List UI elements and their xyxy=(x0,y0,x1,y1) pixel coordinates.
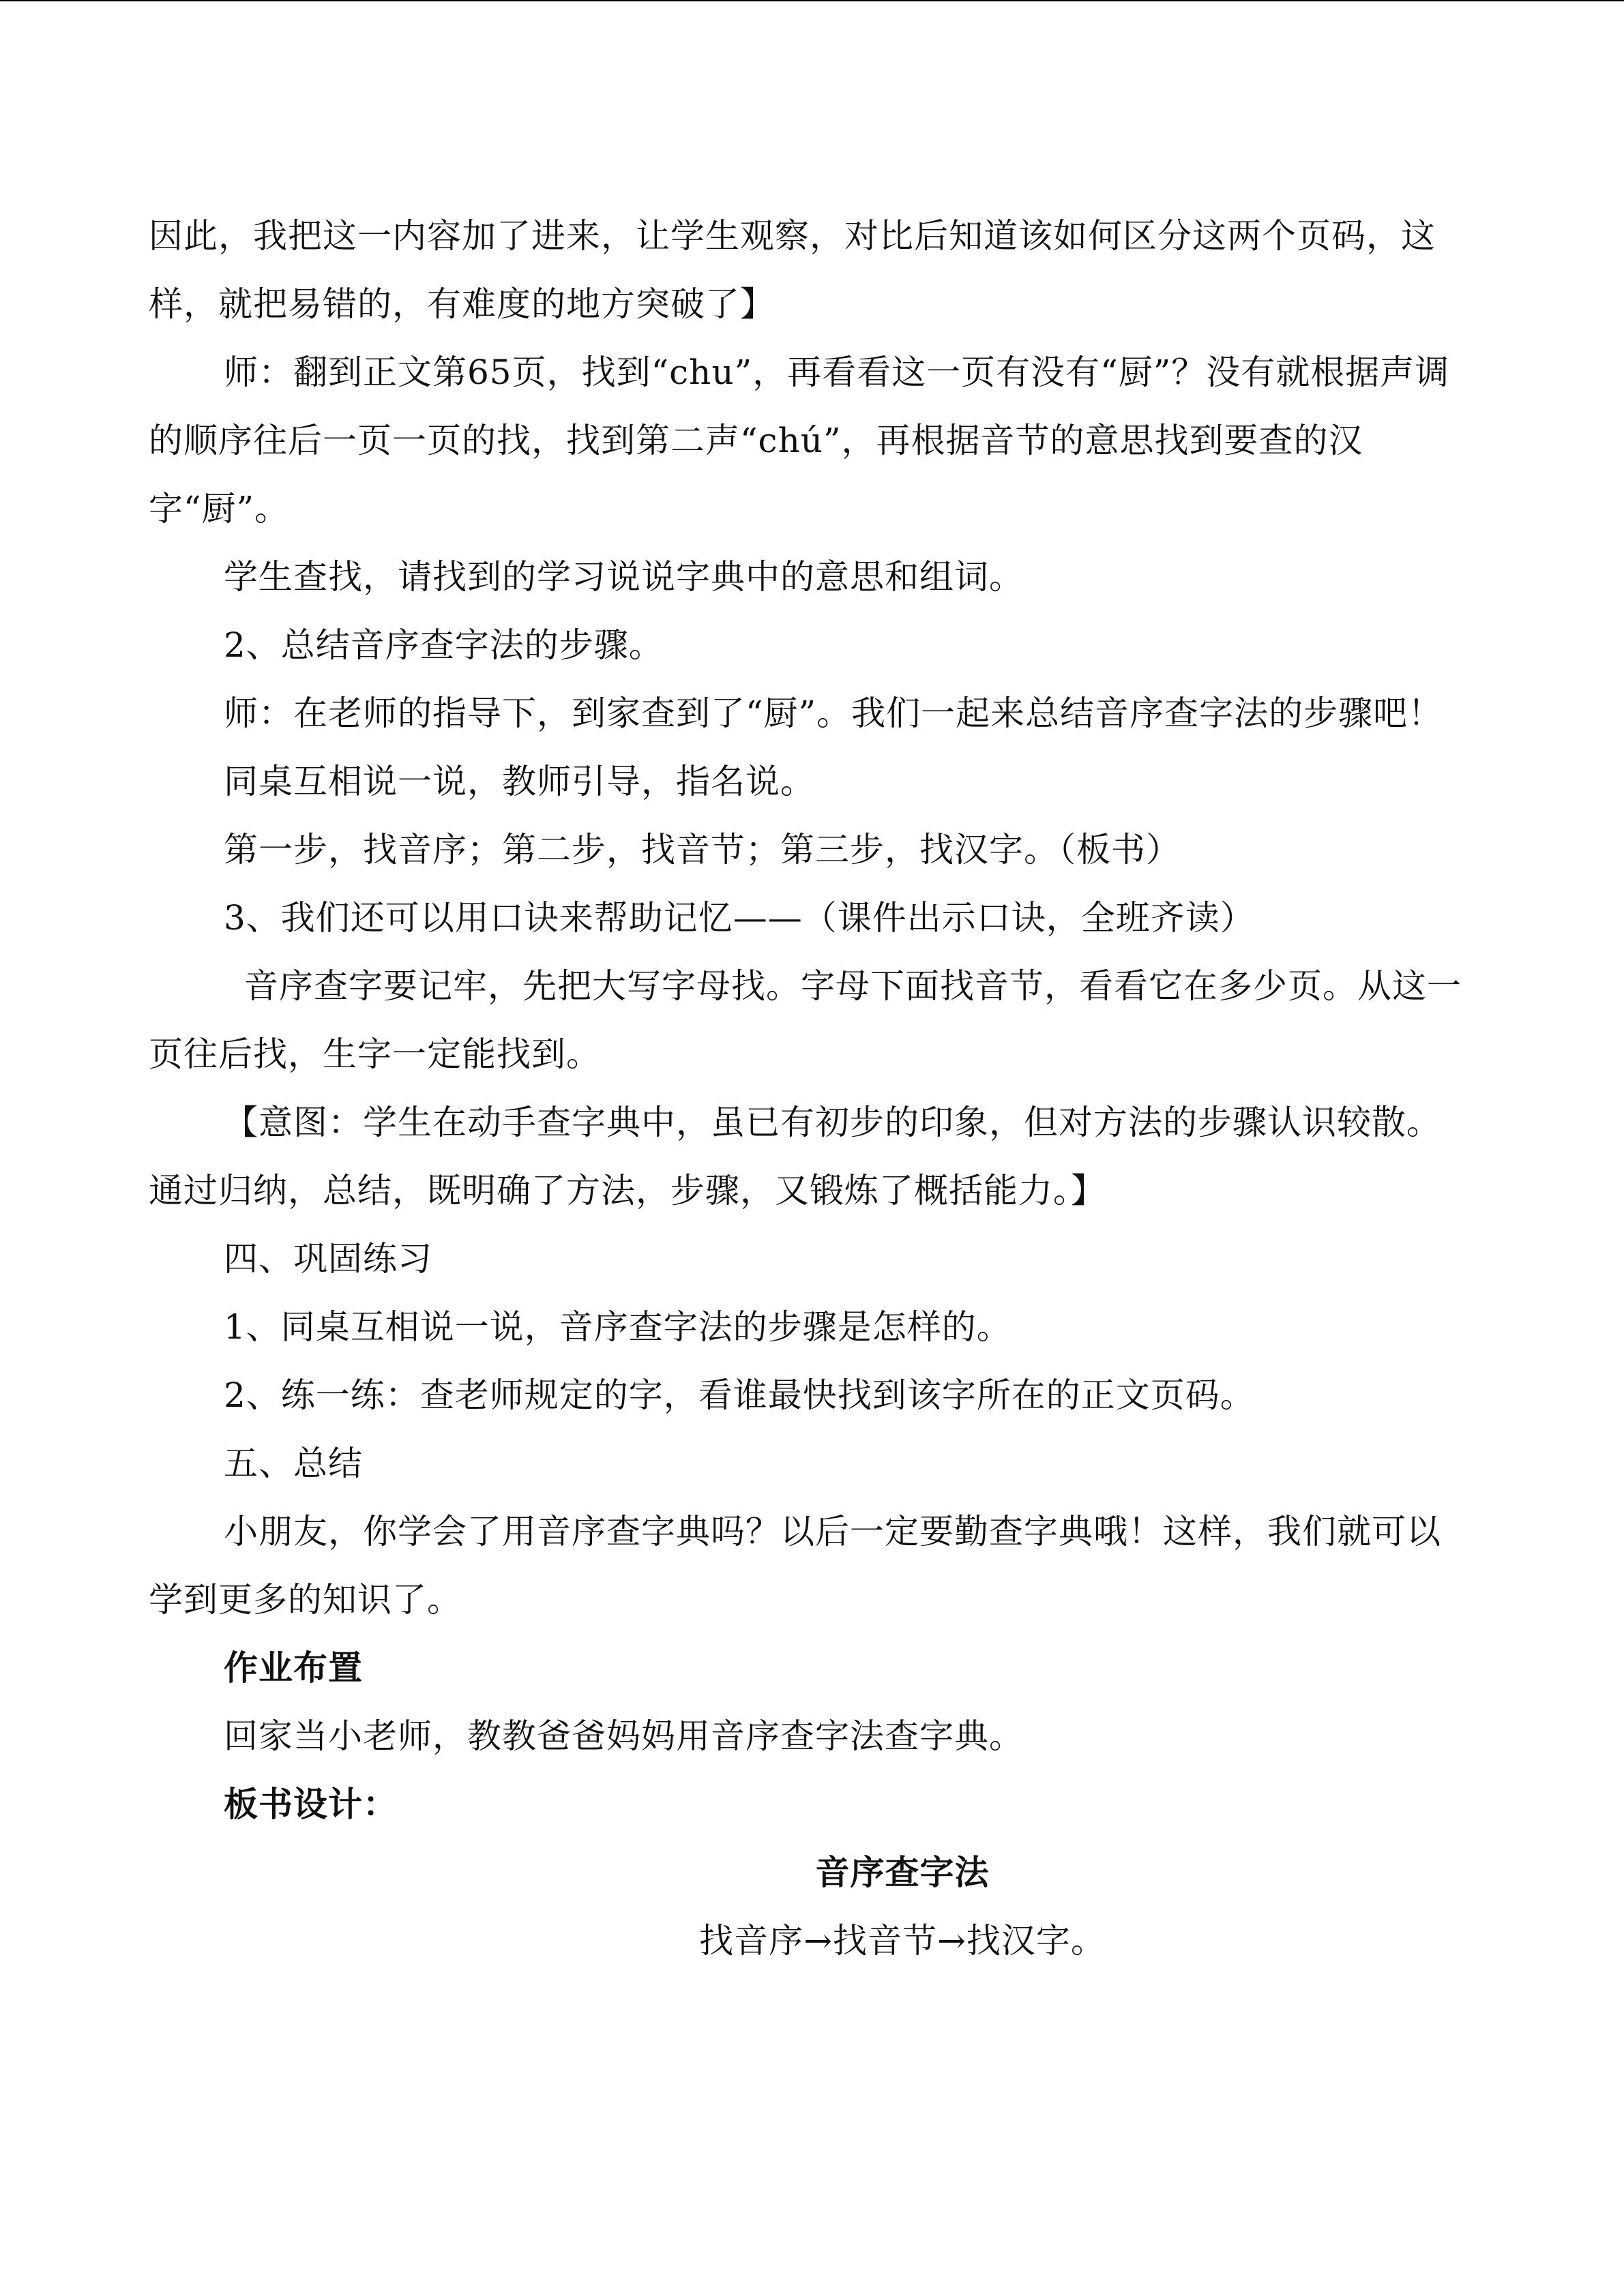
paragraph-steps: 第一步，找音序；第二步，找音节；第三步，找汉字。（板书） xyxy=(224,830,1181,869)
paragraph-homework: 回家当小老师，教教爸爸妈妈用音序查字法查字典。 xyxy=(224,1716,1024,1756)
board-steps: 找音序→找音节→找汉字。 xyxy=(699,1921,1106,1960)
paragraph-practice-1: 1、同桌互相说一说，音序查字法的步骤是怎样的。 xyxy=(224,1307,1012,1347)
section-heading-conclusion: 五、总结 xyxy=(224,1444,363,1483)
heading-board-design: 板书设计： xyxy=(224,1784,398,1824)
paragraph-desk-mates: 同桌互相说一说，教师引导，指名说。 xyxy=(224,762,815,801)
page-top-border xyxy=(0,0,1624,1)
document-body xyxy=(149,202,1472,1975)
paragraph-student-search: 学生查找，请找到的学习说说字典中的意思和组词。 xyxy=(224,557,1024,597)
paragraph-mnemonic: 音序查字要记牢，先把大写字母找。字母下面找音节，看看它在多少页。从这一页往后找，生字一定能找到。 xyxy=(149,966,1462,1074)
paragraph-intro: 因此，我把这一内容加了进来，让学生观察，对比后知道该如何区分这两个页码，这样，就把易错的，有难度的地方突破了】 xyxy=(149,216,1436,324)
section-heading-practice: 四、巩固练习 xyxy=(224,1239,432,1279)
paragraph-practice-2: 2、练一练：查老师规定的字，看谁最快找到该字所在的正文页码。 xyxy=(224,1375,1255,1415)
paragraph-mnemonic-intro: 3、我们还可以用口诀来帮助记忆——（课件出示口诀，全班齐读） xyxy=(224,898,1255,938)
board-title: 音序查字法 xyxy=(815,1852,990,1892)
heading-homework: 作业布置 xyxy=(224,1648,363,1688)
paragraph-intent: 【意图：学生在动手查字典中，虽已有初步的印象，但对方法的步骤认识较散。通过归纳，总结，既明确了方法，步骤，又锻炼了概括能力。】 xyxy=(149,1103,1441,1210)
paragraph-teacher-instruction: 师：翻到正文第65页，找到“chu”，再看看这一页有没有“厨”？没有就根据声调的顺序往后一页一页的找，找到第二声“chú”，再根据音节的意思找到要查的汉字“厨”。 xyxy=(149,353,1450,528)
paragraph-teacher-summary: 师：在老师的指导下，到家查到了“厨”。我们一起来总结音序查字法的步骤吧！ xyxy=(224,694,1443,733)
paragraph-summary-heading: 2、总结音序查字法的步骤。 xyxy=(224,625,664,665)
paragraph-conclusion: 小朋友，你学会了用音序查字典吗？以后一定要勤查字典哦！这样，我们就可以学到更多的知识了。 xyxy=(149,1512,1441,1620)
